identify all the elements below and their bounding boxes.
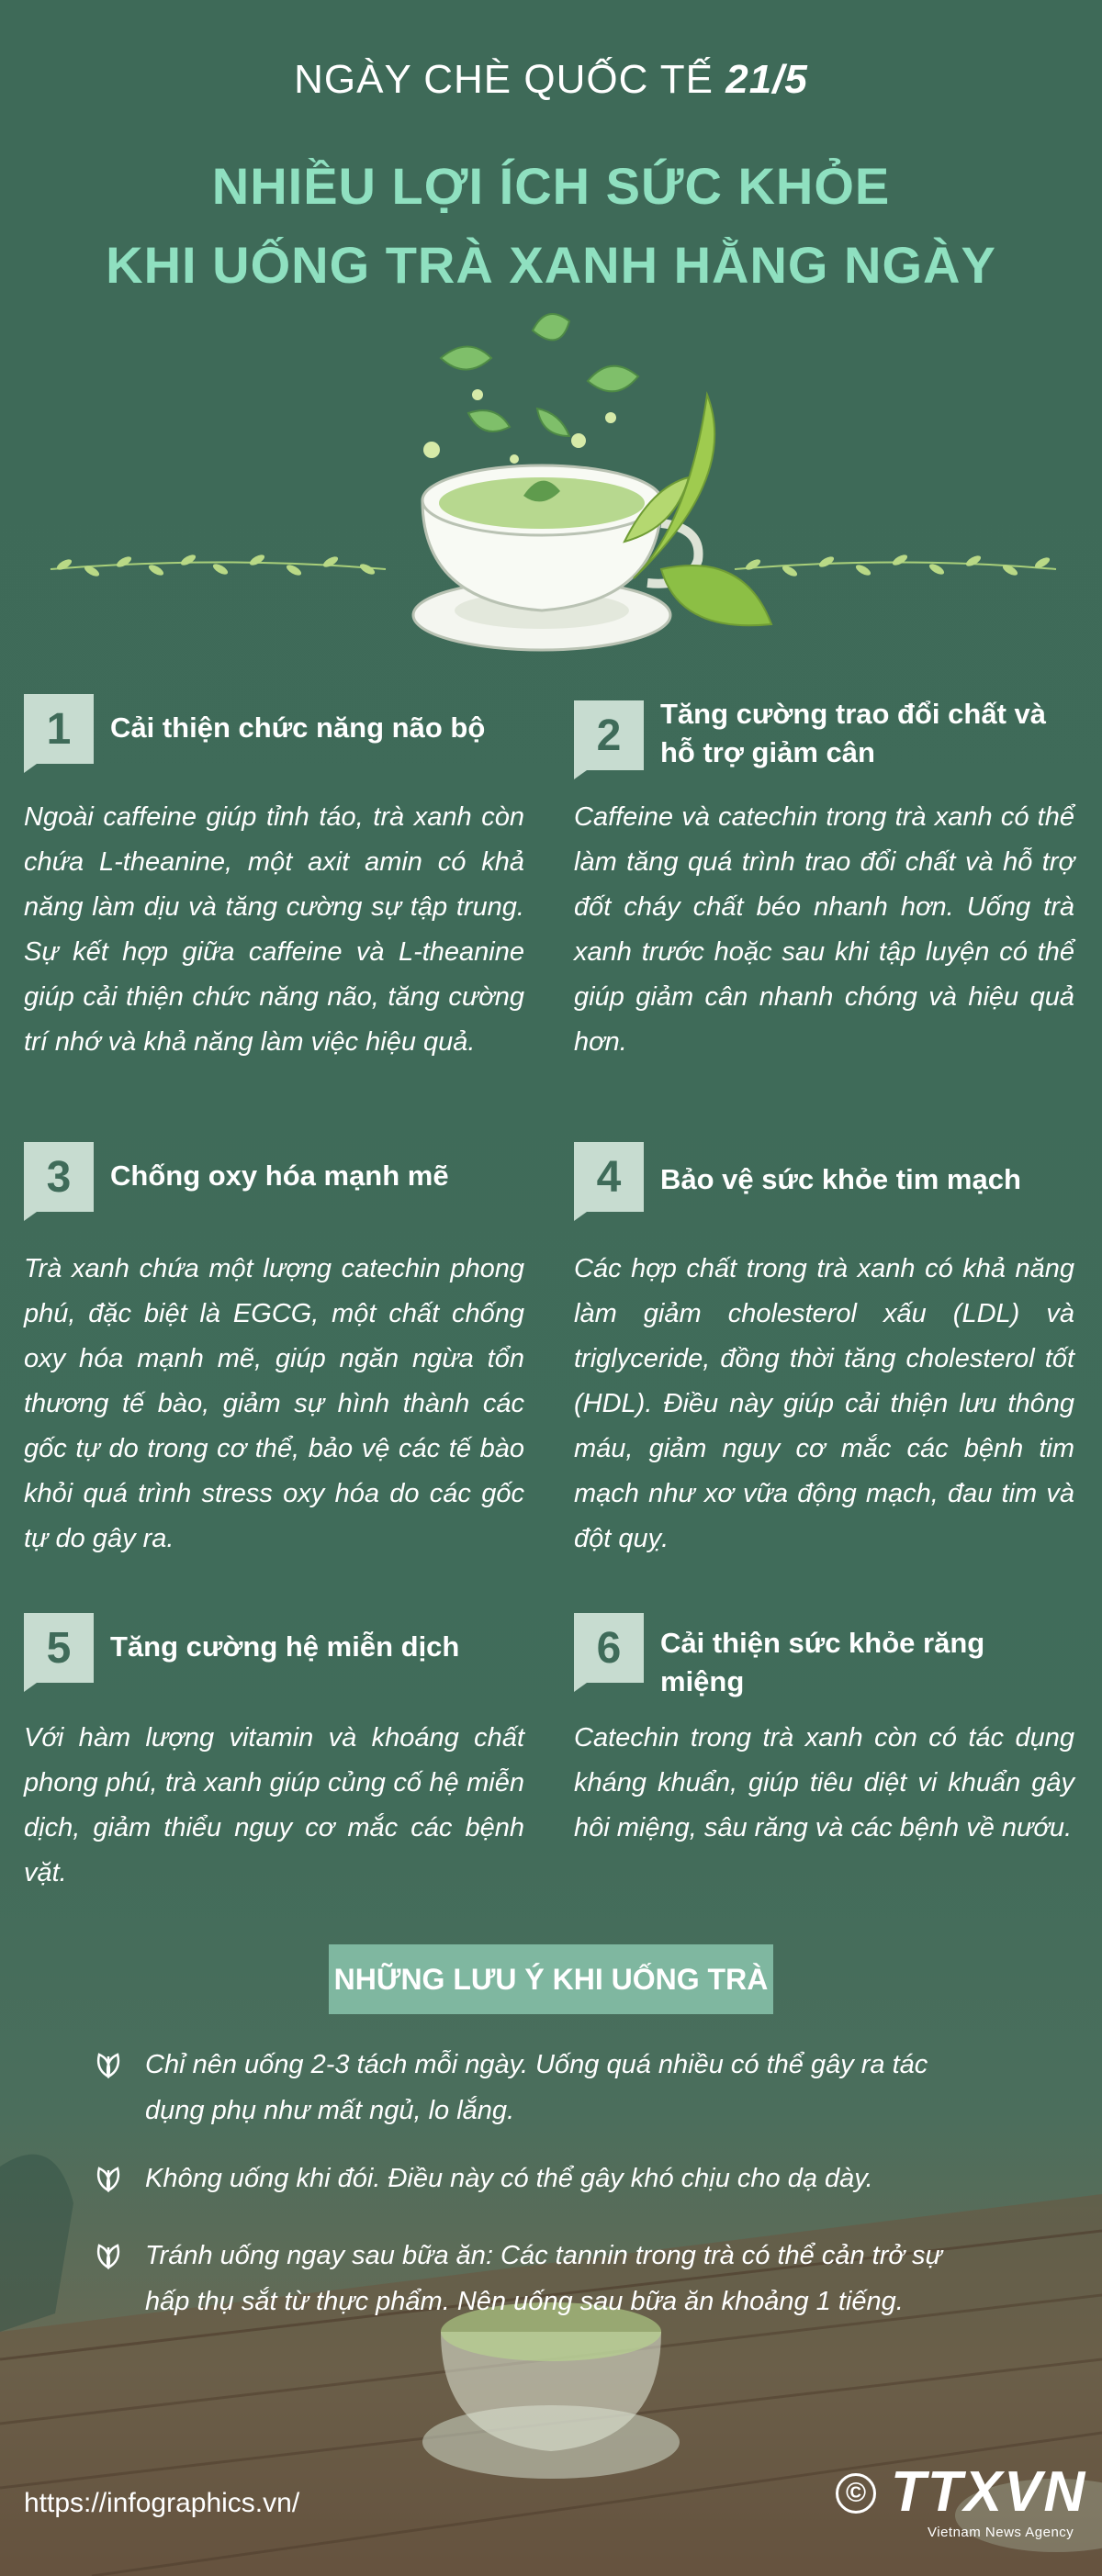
benefit-text: Trà xanh chứa một lượng catechin phong phú, đặc biệt là EGCG, một chất chống oxy hóa mạnh mẽ, giúp ngăn ngừa tổn thương tế bào, giảm sự hình thành các gốc tự do trong cơ thể, bảo vệ các tế bào khỏi quá trình stress oxy hóa do các gốc tự do gây ra. — [24, 1254, 524, 1553]
note-text: Tránh uống ngay sau bữa ăn: Các tannin trong trà có thể cản trở sự hấp thụ sắt từ thực phẩm. Nên uống sau bữa ăn khoảng 1 tiếng. — [145, 2241, 942, 2316]
brand-logo: TTXVN — [891, 2460, 1087, 2524]
benefit-text: Các hợp chất trong trà xanh có khả năng làm giảm cholesterol xấu (LDL) và triglyceride, đồng thời tăng cholesterol tốt (HDL). Điều này giúp cải thiện lưu thông máu, giảm nguy cơ mắc các bệnh tim mạch như xơ vữa động mạch, đau tim và đột quỵ. — [574, 1254, 1074, 1553]
note-text: Chỉ nên uống 2-3 tách mỗi ngày. Uống quá nhiều có thể gây ra tác dụng phụ như mất ngủ, lo lắng. — [145, 2050, 928, 2125]
tea-cup-illustration — [37, 303, 1065, 670]
leaf-bullet-icon — [92, 2161, 125, 2194]
benefit-text: Với hàm lượng vitamin và khoáng chất phong phú, trà xanh giúp củng cố hệ miễn dịch, giảm thiểu nguy cơ mắc các bệnh vặt. — [24, 1723, 524, 1887]
copyright-icon: © — [836, 2473, 876, 2514]
pre-title-text: NGÀY CHÈ QUỐC TẾ — [294, 57, 726, 102]
tea-drops — [423, 389, 616, 464]
leaf-bullet-icon — [92, 2238, 125, 2271]
benefit-title: Bảo vệ sức khỏe tim mạch — [660, 1163, 1021, 1195]
main-title-line1: NHIỀU LỢI ÍCH SỨC KHỎE — [211, 157, 891, 215]
benefit-number-box: 6 — [574, 1613, 644, 1683]
benefit-number-box: 2 — [574, 700, 644, 770]
benefit-number-box: 4 — [574, 1142, 644, 1212]
benefit-number-box: 5 — [24, 1613, 94, 1683]
pre-title — [0, 57, 1102, 103]
benefit-title: Chống oxy hóa mạnh mẽ — [110, 1159, 449, 1192]
benefit-text: Caffeine và catechin trong trà xanh có thể làm tăng quá trình trao đổi chất và hỗ trợ đốt cháy chất béo nhanh hơn. Uống trà xanh trước hoặc sau khi tập luyện có thể giúp giảm cân nhanh chóng và hiệu quả hơn. — [574, 802, 1074, 1057]
benefit-title: Cải thiện chức năng não bộ — [110, 711, 486, 744]
pre-title-date: 21/5 — [725, 57, 808, 102]
benefit-number-box: 1 — [24, 694, 94, 764]
notes-heading: NHỮNG LƯU Ý KHI UỐNG TRÀ — [329, 1944, 773, 2014]
benefit-title: Cải thiện sức khỏe răng miệng — [660, 1627, 985, 1697]
benefit-text: Ngoài caffeine giúp tỉnh táo, trà xanh còn chứa L-theanine, một axit amin có khả năng làm dịu và tăng cường sự tập trung. Sự kết hợp giữa caffeine và L-theanine giúp cải thiện chức năng não, tăng cường trí nhớ và khả năng làm việc hiệu quả. — [24, 802, 524, 1057]
benefit-title: Tăng cường hệ miễn dịch — [110, 1630, 460, 1663]
brand-subtitle: Vietnam News Agency — [928, 2525, 1074, 2540]
tea-branch — [624, 395, 771, 625]
leaf-bullet-icon — [92, 2047, 125, 2080]
note-text: Không uống khi đói. Điều này có thể gây khó chịu cho dạ dày. — [145, 2164, 873, 2193]
footer-url: https://infographics.vn/ — [24, 2488, 300, 2518]
main-title-line2: KHI UỐNG TRÀ XANH HẰNG NGÀY — [106, 236, 996, 294]
benefit-number-box: 3 — [24, 1142, 94, 1212]
benefit-title: Tăng cường trao đổi chất và hỗ trợ giảm cân — [660, 698, 1046, 768]
benefit-text: Catechin trong trà xanh còn có tác dụng kháng khuẩn, giúp tiêu diệt vi khuẩn gây hôi miệng, sâu răng và các bệnh về nướu. — [574, 1723, 1074, 1842]
